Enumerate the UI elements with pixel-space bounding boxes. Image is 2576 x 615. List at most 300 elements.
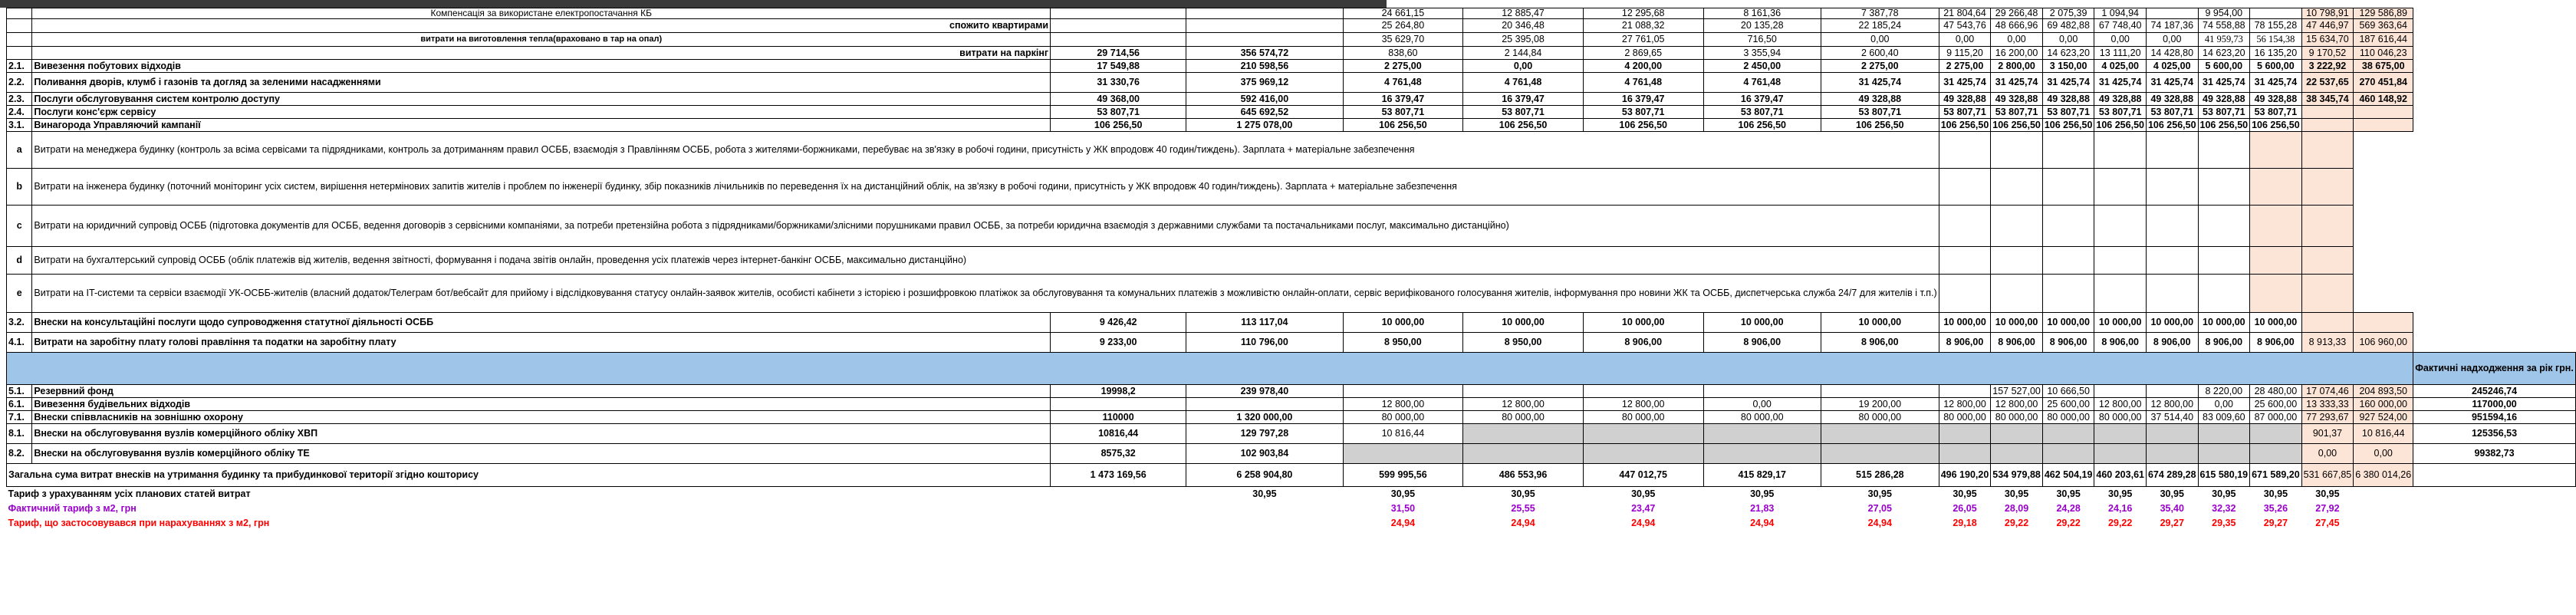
budget-row (7, 93, 2576, 106)
value-cell: 1 320 000,00 (1186, 411, 1343, 424)
value-cell: 3 355,94 (1703, 47, 1821, 60)
value-cell: 2 600,40 (1821, 47, 1939, 60)
value-cell: 8 906,00 (1583, 333, 1703, 353)
value-cell: 4 761,48 (1343, 73, 1463, 93)
value-cell: 0,00 (2354, 444, 2413, 464)
value-cell: 5 600,00 (2198, 60, 2250, 73)
budget-row (7, 385, 2576, 398)
total-value: 1 473 169,56 (1051, 464, 1186, 487)
value-cell: 67 748,40 (2094, 19, 2147, 33)
value-cell: 8 950,00 (1463, 333, 1584, 353)
value-cell: 7 387,78 (1821, 8, 1939, 19)
value-cell: 8 906,00 (1821, 333, 1939, 353)
value-cell: 9 170,52 (2301, 47, 2354, 60)
tariff-value: 30,95 (1953, 488, 1977, 499)
value-cell: 569 363,64 (2354, 19, 2413, 33)
row-label: Резервний фонд (32, 385, 1051, 398)
value-cell: 901,37 (2301, 424, 2354, 444)
row-index: 2.1. (7, 60, 32, 73)
tariff-value: 27,45 (2315, 517, 2340, 528)
value-cell: 245246,74 (2413, 385, 2576, 398)
description-row (7, 247, 2576, 275)
row-label: Поливання дворів, клумб і газонів та догляд за зеленими насадженнями (32, 73, 1051, 93)
tariff-value: 28,09 (2004, 502, 2029, 514)
value-cell: 2 144,84 (1463, 47, 1584, 60)
value-cell: 24 661,15 (1343, 8, 1463, 19)
value-cell (2146, 385, 2198, 398)
value-cell: 0,00 (2198, 398, 2250, 411)
row-label: витрати на виготовлення тепла(враховано в тар на опал) (32, 33, 1051, 47)
top-row (7, 8, 2576, 19)
value-cell: 12 800,00 (1583, 398, 1703, 411)
value-cell (2094, 385, 2147, 398)
tariff-value: 29,22 (2108, 517, 2133, 528)
empty-cell (1991, 247, 2043, 275)
value-cell: 77 293,67 (2301, 411, 2354, 424)
value-cell: 31 425,74 (2198, 73, 2250, 93)
fact-header: Фактичні надходження за рік грн. (2413, 353, 2576, 385)
empty-cell (2250, 247, 2302, 275)
tariff-value: 26,05 (1953, 502, 1977, 514)
value-cell: 5 600,00 (2250, 60, 2302, 73)
value-cell: 10 666,50 (2042, 385, 2094, 398)
value-cell: 31 425,74 (2250, 73, 2302, 93)
value-cell: 74 187,36 (2146, 19, 2198, 33)
value-cell: 8 906,00 (2094, 333, 2147, 353)
value-cell: 17 074,46 (2301, 385, 2354, 398)
row-label: Вивезення будівельних відходів (32, 398, 1051, 411)
tariff-value: 29,22 (2004, 517, 2029, 528)
total-value: 599 995,56 (1343, 464, 1463, 487)
value-cell: 10 000,00 (2042, 313, 2094, 333)
total-label: Загальна сума витрат внесків на утримання будинку та прибудинкової території згідно кошторису (7, 464, 1051, 487)
empty-cell (1991, 169, 2043, 206)
value-cell: 15 634,70 (2301, 33, 2354, 47)
value-cell: 0,00 (2042, 33, 2094, 47)
value-cell: 31 425,74 (1821, 73, 1939, 93)
budget-row (7, 106, 2576, 119)
tariff-value: 24,94 (1867, 517, 1892, 528)
value-cell: 13 333,33 (2301, 398, 2354, 411)
empty-cell (2198, 169, 2250, 206)
value-cell: 10 000,00 (1343, 313, 1463, 333)
value-cell (2146, 424, 2198, 444)
value-cell: 113 117,04 (1186, 313, 1343, 333)
value-cell: 110 046,23 (2354, 47, 2413, 60)
value-cell: 106 256,50 (1051, 119, 1186, 132)
value-cell (1343, 444, 1463, 464)
value-cell: 8 906,00 (2250, 333, 2302, 353)
empty-cell (2042, 169, 2094, 206)
value-cell (2250, 424, 2302, 444)
value-cell: 29 266,48 (1991, 8, 2043, 19)
value-cell: 0,00 (1821, 33, 1939, 47)
empty-cell (1939, 247, 1991, 275)
value-cell: 8 906,00 (1939, 333, 1991, 353)
value-cell: 74 558,88 (2198, 19, 2250, 33)
value-cell: 37 514,40 (2146, 411, 2198, 424)
value-cell: 56 154,38 (2250, 33, 2302, 47)
tariff-row (7, 502, 2576, 516)
value-cell: 53 807,71 (1463, 106, 1584, 119)
index-cell (7, 19, 32, 33)
value-cell: 102 903,84 (1186, 444, 1343, 464)
value-cell (2094, 424, 2147, 444)
value-cell: 106 960,00 (2354, 333, 2413, 353)
tariff-value: 27,05 (1867, 502, 1892, 514)
tariff-value: 30,95 (1390, 488, 1416, 499)
empty-cell (2198, 132, 2250, 169)
value-cell: 927 524,00 (2354, 411, 2413, 424)
value-cell: 28 480,00 (2250, 385, 2302, 398)
value-cell: 38 345,74 (2301, 93, 2354, 106)
row-index: 4.1. (7, 333, 32, 353)
value-cell: 838,60 (1343, 47, 1463, 60)
value-cell: 10 000,00 (1991, 313, 2043, 333)
tariff-value: 30,95 (1252, 488, 1277, 499)
value-cell: 21 804,64 (1939, 8, 1991, 19)
tariff-value (1186, 502, 1343, 516)
value-cell: 106 256,50 (1703, 119, 1821, 132)
value-cell: 10 816,44 (2354, 424, 2413, 444)
empty-cell (2042, 132, 2094, 169)
row-index: c (7, 206, 32, 247)
empty-cell (2094, 206, 2147, 247)
value-cell: 204 893,50 (2354, 385, 2413, 398)
description-text: Витрати на юридичний супровід ОСББ (підготовка документів для ОСББ, ведення договорів з сервісними компаніями, за потреби претензійна робота з підрядниками/боржниками/злісними порушниками правил ОСББ, за потреби юридична взаємодія з державними службами та постачальниками послуг, максимально дистанційно) (32, 206, 1939, 247)
value-cell (1463, 444, 1584, 464)
value-cell: 10 000,00 (2094, 313, 2147, 333)
separator-row (7, 353, 2576, 385)
value-cell: 157 527,00 (1991, 385, 2043, 398)
value-cell: 8 906,00 (1703, 333, 1821, 353)
top-row (7, 19, 2576, 33)
value-cell (1583, 385, 1703, 398)
total-value: 415 829,17 (1703, 464, 1821, 487)
value-cell (2198, 424, 2250, 444)
row-label: Внески на обслуговування вузлів комерційного обліку ТЕ (32, 444, 1051, 464)
empty-cell (1939, 132, 1991, 169)
value-cell: 0,00 (2146, 33, 2198, 47)
value-cell (1186, 8, 1343, 19)
empty-cell (2301, 247, 2354, 275)
value-cell: 53 807,71 (1583, 106, 1703, 119)
tariff-value: 35,26 (2263, 502, 2288, 514)
separator-band (7, 353, 2413, 385)
tariff-value: 30,95 (2056, 488, 2081, 499)
tariff-value: 29,27 (2160, 517, 2184, 528)
value-cell: 31 425,74 (2146, 73, 2198, 93)
value-cell: 2 275,00 (1939, 60, 1991, 73)
row-index: 5.1. (7, 385, 32, 398)
value-cell: 2 800,00 (1991, 60, 2043, 73)
tariff-value: 29,35 (2212, 517, 2236, 528)
value-cell: 0,00 (1939, 33, 1991, 47)
value-cell (1939, 424, 1991, 444)
description-text: Витрати на менеджера будинку (контроль за всіма сервісами та підрядниками, контроль за дотриманням правил ОСББ, взаємодія з Правлінням ОСББ, робота з жителями-боржниками, перебуває на зв'язку в робочі години, присутність у ЖК впродовж 40 годин/тиждень). Зарплата + матеріальне забезпечення (32, 132, 1939, 169)
value-cell: 31 425,74 (2042, 73, 2094, 93)
value-cell (2146, 444, 2198, 464)
value-cell: 38 675,00 (2354, 60, 2413, 73)
value-cell: 239 978,40 (1186, 385, 1343, 398)
value-cell: 99382,73 (2413, 444, 2576, 464)
value-cell: 16 379,47 (1703, 93, 1821, 106)
row-index: 8.1. (7, 424, 32, 444)
tariff-label: Тариф, що застосовувався при нарахуваннях з м2, грн (8, 517, 270, 528)
row-index: e (7, 275, 32, 313)
value-cell: 27 761,05 (1583, 33, 1703, 47)
value-cell: 3 150,00 (2042, 60, 2094, 73)
value-cell: 47 543,76 (1939, 19, 1991, 33)
value-cell: 9 233,00 (1051, 333, 1186, 353)
value-cell: 80 000,00 (1821, 411, 1939, 424)
value-cell: 25 600,00 (2042, 398, 2094, 411)
value-cell: 129 586,89 (2354, 8, 2413, 19)
value-cell (2354, 313, 2413, 333)
value-cell: 8 950,00 (1343, 333, 1463, 353)
value-cell: 29 714,56 (1051, 47, 1186, 60)
value-cell: 8 906,00 (2198, 333, 2250, 353)
value-cell (2354, 119, 2413, 132)
value-cell (1703, 424, 1821, 444)
row-index: 2.2. (7, 73, 32, 93)
tariff-value: 24,94 (1511, 517, 1535, 528)
value-cell (2301, 106, 2354, 119)
empty-cell (2250, 275, 2302, 313)
value-cell: 10 000,00 (2146, 313, 2198, 333)
tariff-value: 35,40 (2160, 502, 2184, 514)
description-row (7, 132, 2576, 169)
value-cell (2042, 444, 2094, 464)
tariff-value: 29,18 (1953, 517, 1977, 528)
value-cell: 31 425,74 (1939, 73, 1991, 93)
tariff-value (2354, 487, 2413, 502)
tariff-label: Тариф з урахуванням усіх планових статей витрат (8, 488, 251, 499)
value-cell: 8 913,33 (2301, 333, 2354, 353)
row-index: d (7, 247, 32, 275)
value-cell: 47 446,97 (2301, 19, 2354, 33)
value-cell: 53 807,71 (2042, 106, 2094, 119)
value-cell: 8 906,00 (2042, 333, 2094, 353)
value-cell: 8 220,00 (2198, 385, 2250, 398)
empty-cell (2042, 247, 2094, 275)
value-cell (1051, 19, 1186, 33)
row-label: Компенсація за використане електропостачання КБ (32, 8, 1051, 19)
value-cell: 2 075,39 (2042, 8, 2094, 19)
budget-row (7, 411, 2576, 424)
tariff-value: 30,95 (1750, 488, 1775, 499)
value-cell: 106 256,50 (1939, 119, 1991, 132)
value-cell: 53 807,71 (1703, 106, 1821, 119)
budget-row (7, 444, 2576, 464)
value-cell (1051, 8, 1186, 19)
value-cell: 270 451,84 (2354, 73, 2413, 93)
value-cell: 4 025,00 (2146, 60, 2198, 73)
empty-cell (2146, 206, 2198, 247)
total-value: 674 289,28 (2146, 464, 2198, 487)
value-cell: 110 796,00 (1186, 333, 1343, 353)
value-cell: 0,00 (2094, 33, 2147, 47)
tariff-value: 30,95 (2315, 488, 2340, 499)
empty-cell (2146, 132, 2198, 169)
tariff-value: 24,94 (1631, 517, 1656, 528)
empty-cell (2198, 275, 2250, 313)
total-value: 460 203,61 (2094, 464, 2147, 487)
value-cell: 125356,53 (2413, 424, 2576, 444)
total-value: 496 190,20 (1939, 464, 1991, 487)
row-index: 6.1. (7, 398, 32, 411)
tariff-value (1051, 487, 1186, 502)
value-cell: 14 623,20 (2198, 47, 2250, 60)
row-index: 2.4. (7, 106, 32, 119)
row-index: 8.2. (7, 444, 32, 464)
empty-cell (1991, 275, 2043, 313)
value-cell: 80 000,00 (1463, 411, 1584, 424)
value-cell: 16 379,47 (1463, 93, 1584, 106)
value-cell: 80 000,00 (2094, 411, 2147, 424)
value-cell: 9 115,20 (1939, 47, 1991, 60)
empty-cell (2094, 132, 2147, 169)
tariff-label: Фактичний тариф з м2, грн (8, 502, 137, 514)
total-value: 6 258 904,80 (1186, 464, 1343, 487)
value-cell: 14 623,20 (2042, 47, 2094, 60)
value-cell: 16 379,47 (1583, 93, 1703, 106)
total-value: 615 580,19 (2198, 464, 2250, 487)
value-cell (1463, 424, 1584, 444)
value-cell: 716,50 (1703, 33, 1821, 47)
value-cell (1051, 33, 1186, 47)
value-cell: 106 256,50 (1583, 119, 1703, 132)
tariff-value (1051, 502, 1186, 516)
value-cell: 12 800,00 (1463, 398, 1584, 411)
value-cell: 117000,00 (2413, 398, 2576, 411)
value-cell: 12 295,68 (1583, 8, 1703, 19)
row-label: Внески на консультаційні послуги щодо супроводження статутної діяльності ОСББ (32, 313, 1051, 333)
value-cell: 12 800,00 (1991, 398, 2043, 411)
tariff-value: 30,95 (1867, 488, 1892, 499)
value-cell: 53 807,71 (1821, 106, 1939, 119)
empty-cell (2198, 206, 2250, 247)
value-cell: 160 000,00 (2354, 398, 2413, 411)
value-cell: 25 600,00 (2250, 398, 2302, 411)
row-label: Вивезення побутових відходів (32, 60, 1051, 73)
total-value: 531 667,85 (2301, 464, 2354, 487)
empty-cell (2301, 132, 2354, 169)
value-cell: 53 807,71 (2198, 106, 2250, 119)
empty-cell (1939, 275, 1991, 313)
total-value (2413, 464, 2576, 487)
top-row (7, 33, 2576, 47)
total-value: 534 979,88 (1991, 464, 2043, 487)
value-cell: 53 807,71 (2094, 106, 2147, 119)
tariff-value: 30,95 (2263, 488, 2288, 499)
value-cell (1821, 444, 1939, 464)
value-cell: 129 797,28 (1186, 424, 1343, 444)
value-cell: 1 094,94 (2094, 8, 2147, 19)
value-cell: 49 328,88 (1939, 93, 1991, 106)
value-cell (2094, 444, 2147, 464)
value-cell: 12 800,00 (2094, 398, 2147, 411)
row-index: a (7, 132, 32, 169)
value-cell: 16 135,20 (2250, 47, 2302, 60)
value-cell (2250, 444, 2302, 464)
value-cell: 53 807,71 (1991, 106, 2043, 119)
row-label: Послуги обслуговування систем контролю доступу (32, 93, 1051, 106)
budget-table (6, 8, 2576, 531)
value-cell: 1 275 078,00 (1186, 119, 1343, 132)
value-cell: 49 328,88 (1991, 93, 2043, 106)
value-cell: 16 200,00 (1991, 47, 2043, 60)
value-cell (2354, 106, 2413, 119)
value-cell (1703, 444, 1821, 464)
value-cell (1939, 385, 1991, 398)
value-cell (1821, 385, 1939, 398)
value-cell: 110000 (1051, 411, 1186, 424)
value-cell: 951594,16 (2413, 411, 2576, 424)
total-value: 671 589,20 (2250, 464, 2302, 487)
description-text: Витрати на бухгалтерський супровід ОСББ (облік платежів від жителів, ведення звітності, формування і подача звітів онлайн, проведення усіх платежів через інтернет-банкінг ОСББ, максимально дистанційно) (32, 247, 1939, 275)
value-cell (1186, 398, 1343, 411)
value-cell: 41 959,73 (2198, 33, 2250, 47)
total-value: 462 504,19 (2042, 464, 2094, 487)
value-cell: 187 616,44 (2354, 33, 2413, 47)
row-label: спожито квартирами (32, 19, 1051, 33)
value-cell: 10 000,00 (1703, 313, 1821, 333)
tariff-value: 32,32 (2212, 502, 2236, 514)
value-cell: 9 426,42 (1051, 313, 1186, 333)
window-top-bar (0, 0, 1387, 8)
value-cell: 106 256,50 (2250, 119, 2302, 132)
value-cell: 12 800,00 (1939, 398, 1991, 411)
total-value: 515 286,28 (1821, 464, 1939, 487)
value-cell: 53 807,71 (1939, 106, 1991, 119)
value-cell: 49 328,88 (2250, 93, 2302, 106)
value-cell (1343, 385, 1463, 398)
value-cell: 592 416,00 (1186, 93, 1343, 106)
empty-cell (1991, 206, 2043, 247)
tariff-value: 29,22 (2056, 517, 2081, 528)
value-cell: 106 256,50 (1821, 119, 1939, 132)
row-label: Витрати на заробітну плату голові правління та податки на заробітну плату (32, 333, 1051, 353)
value-cell: 106 256,50 (1463, 119, 1584, 132)
value-cell: 0,00 (1463, 60, 1584, 73)
value-cell: 8575,32 (1051, 444, 1186, 464)
value-cell: 49 368,00 (1051, 93, 1186, 106)
budget-row (7, 333, 2576, 353)
top-row (7, 47, 2576, 60)
value-cell (1186, 33, 1343, 47)
empty-cell (1939, 206, 1991, 247)
row-index: 3.2. (7, 313, 32, 333)
value-cell: 49 328,88 (2146, 93, 2198, 106)
value-cell: 645 692,52 (1186, 106, 1343, 119)
value-cell: 10 816,44 (1343, 424, 1463, 444)
tariff-value: 24,94 (1390, 517, 1416, 528)
description-text: Витрати на IT-системи та сервіси взаємодії УК-ОСББ-жителів (власний додаток/Телеграм бот/вебсайт для прийому і відслідковування статусу онлайн-заявок жителів, особисті кабінети з історією і розшифровкою платіжок за обслуговування та комунальних платежів з можливістю онлайн-оплати, сервіс верифікованого голосування жителів, інформування про новини ЖК та ОСББ, диспетчерська служба 24/7 для жителів і т.п.) (32, 275, 1939, 313)
index-cell (7, 47, 32, 60)
value-cell: 10 000,00 (1583, 313, 1703, 333)
value-cell (1583, 424, 1703, 444)
tariff-value: 30,95 (1631, 488, 1656, 499)
value-cell: 10 000,00 (2250, 313, 2302, 333)
value-cell: 460 148,92 (2354, 93, 2413, 106)
value-cell: 8 906,00 (1991, 333, 2043, 353)
row-label: Внески співвласників на зовнішню охорону (32, 411, 1051, 424)
value-cell: 80 000,00 (1991, 411, 2043, 424)
value-cell: 80 000,00 (1343, 411, 1463, 424)
value-cell (2301, 119, 2354, 132)
value-cell (1939, 444, 1991, 464)
